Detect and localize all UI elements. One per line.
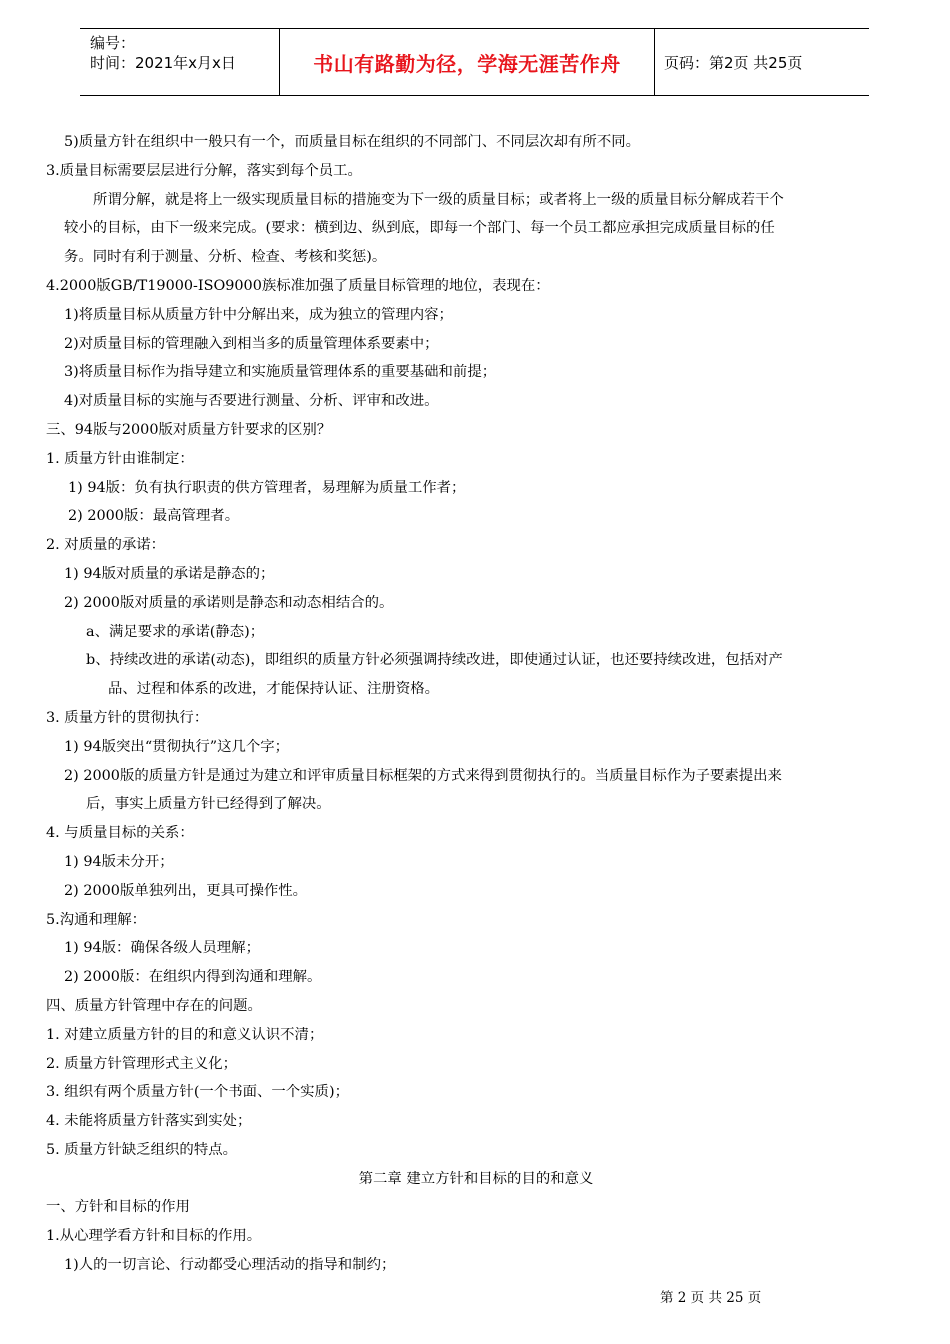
text-line: 4. 未能将质量方针落实到实处； bbox=[46, 1113, 252, 1130]
text-line: 所谓分解，就是将上一级实现质量目标的措施变为下一级的质量目标；或者将上一级的质量目标分解成若干个 bbox=[93, 191, 784, 208]
text-line: 2. 质量方针管理形式主义化； bbox=[46, 1055, 237, 1072]
text-line: 1) 94版：负有执行职责的供方管理者，易理解为质量工作者； bbox=[68, 479, 466, 496]
text-line: 三、94版与2000版对质量方针要求的区别？ bbox=[46, 421, 332, 438]
text-line: 3.质量目标需要层层进行分解，落实到每个员工。 bbox=[46, 162, 362, 179]
text-line: 2) 2000版的质量方针是通过为建立和评审质量目标框架的方式来得到贯彻执行的。当质量目标作为子要素提出来 bbox=[64, 767, 782, 784]
text-line: 1. 质量方针由谁制定： bbox=[46, 450, 194, 467]
text-line: 品、过程和体系的改进，才能保持认证、注册资格。 bbox=[108, 681, 439, 698]
text-line: 4.2000版GB/T19000-ISO9000族标准加强了质量目标管理的地位，表现在： bbox=[46, 277, 550, 294]
text-line: 1.从心理学看方针和目标的作用。 bbox=[46, 1228, 262, 1245]
text-line: 2. 对质量的承诺： bbox=[46, 537, 166, 554]
text-line: 2) 2000版对质量的承诺则是静态和动态相结合的。 bbox=[64, 594, 394, 611]
text-line: 5.沟通和理解： bbox=[46, 911, 147, 928]
text-line: 第二章 建立方针和目标的目的和意义 bbox=[358, 1170, 594, 1187]
text-line: 2) 2000版：在组织内得到沟通和理解。 bbox=[64, 969, 322, 986]
text-line: 1)人的一切言论、行动都受心理活动的指导和制约； bbox=[64, 1257, 396, 1274]
text-line: 2) 2000版单独列出，更具可操作性。 bbox=[64, 882, 308, 899]
document-date-label: 时间：2021年x月x日 bbox=[90, 54, 236, 72]
document-number-label: 编号： bbox=[90, 34, 136, 52]
document-body bbox=[46, 128, 906, 1280]
text-line: 1) 94版突出“贯彻执行”这几个字； bbox=[64, 738, 290, 755]
text-line: 3)将质量目标作为指导建立和实施质量管理体系的重要基础和前提； bbox=[64, 364, 497, 381]
text-line: 2)对质量目标的管理融入到相当多的质量管理体系要素中； bbox=[64, 335, 439, 352]
text-line: 1) 94版未分开； bbox=[64, 853, 174, 870]
header-meta bbox=[80, 29, 280, 95]
text-line: a、满足要求的承诺(静态)； bbox=[86, 623, 265, 640]
text-line: 4. 与质量目标的关系： bbox=[46, 825, 194, 842]
text-line: 4)对质量目标的实施与否要进行测量、分析、评审和改进。 bbox=[64, 393, 439, 410]
text-line: 2) 2000版：最高管理者。 bbox=[68, 508, 240, 525]
page-header bbox=[80, 28, 869, 96]
text-line: 一、方针和目标的作用 bbox=[46, 1199, 190, 1216]
text-line: 1. 对建立质量方针的目的和意义认识不清； bbox=[46, 1026, 324, 1043]
text-line: 5)质量方针在组织中一般只有一个，而质量目标在组织的不同部门、不同层次却有所不同。 bbox=[64, 134, 641, 150]
text-line: 5. 质量方针缺乏组织的特点。 bbox=[46, 1141, 237, 1158]
text-line: 1) 94版对质量的承诺是静态的； bbox=[64, 565, 275, 582]
header-motto: 书山有路勤为径，学海无涯苦作舟 bbox=[280, 29, 655, 95]
header-page-info: 页码：第2页 共25页 bbox=[664, 53, 803, 72]
text-line: 1)将质量目标从质量方针中分解出来，成为独立的管理内容； bbox=[64, 306, 453, 323]
text-line: 务。同时有利于测量、分析、检查、考核和奖惩)。 bbox=[64, 249, 387, 266]
text-line: 3. 质量方针的贯彻执行： bbox=[46, 709, 209, 726]
text-line: 较小的目标，由下一级来完成。(要求：横到边、纵到底，即每一个部门、每一个员工都应承担完成质量目标的任 bbox=[64, 220, 775, 237]
text-line: 1) 94版：确保各级人员理解； bbox=[64, 940, 260, 957]
text-line: 3. 组织有两个质量方针(一个书面、一个实质)； bbox=[46, 1084, 349, 1101]
text-line: 四、质量方针管理中存在的问题。 bbox=[46, 997, 262, 1014]
text-line: 后，事实上质量方针已经得到了解决。 bbox=[86, 796, 331, 813]
text-line: b、持续改进的承诺(动态)，即组织的质量方针必须强调持续改进，即使通过认证，也还要持续改进，包括对产 bbox=[86, 652, 783, 669]
page-footer: 第 2 页 共 25 页 bbox=[660, 1290, 762, 1306]
